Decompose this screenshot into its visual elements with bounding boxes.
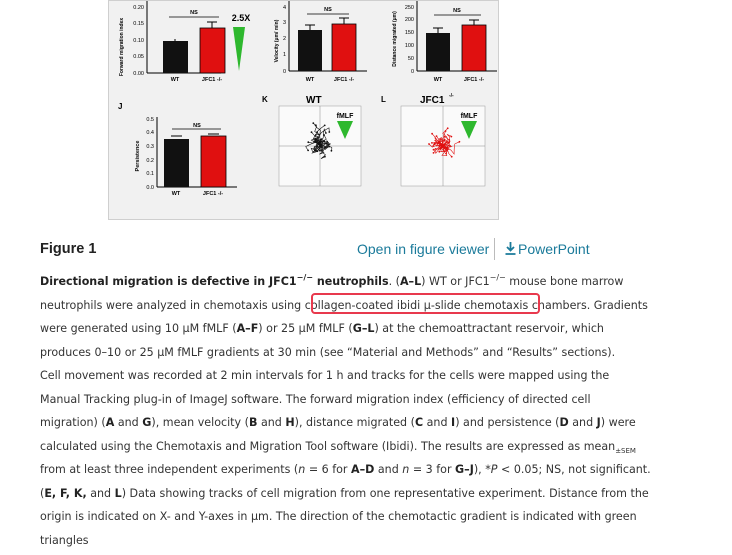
ytick-forward-2: 0.10 <box>133 38 144 44</box>
caption-line-11: origin is indicated on X- and Y-axes in μm. The direction of the chemotactic gradient is indicated with green <box>40 510 637 523</box>
ylabel-distance: Distance migrated (μm) <box>392 11 398 67</box>
powerpoint-label: PowerPoint <box>518 241 590 257</box>
xtick-jfc1-distance: JFC1 -/- <box>463 77 485 83</box>
xtick-jfc1-persist: JFC1 -/- <box>202 191 224 197</box>
track-endpoint <box>436 135 438 137</box>
track-endpoint <box>450 136 452 138</box>
bar-wt <box>164 139 189 187</box>
track-endpoint <box>316 145 318 147</box>
track-endpoint <box>311 131 313 133</box>
caption-line-10: (E, F, K, and L) Data showing tracks of cell migration from one representative experiment. Distance from the <box>40 486 649 500</box>
caption-line-4: produces 0–10 or 25 μM fMLF gradients at 30 min (see “Material and Methods” and “Results” sections). <box>40 345 616 359</box>
caption-line-12: triangles <box>40 533 89 547</box>
track-title-jfc1-sup: -/- <box>449 93 454 99</box>
figure-image[interactable] <box>108 0 499 220</box>
track-endpoint <box>323 134 325 136</box>
ytick-forward-4: 0.00 <box>133 71 144 77</box>
powerpoint-link[interactable] <box>505 241 590 258</box>
panel-letter-l: L <box>381 95 386 104</box>
chart-distance <box>392 1 497 83</box>
xtick-wt-forward: WT <box>170 77 180 83</box>
caption-line-3: were generated using 10 μM fMLF (A–F) or 25 μM fMLF (G–L) at the chemoattractant reservoir, which <box>40 322 604 335</box>
track-title-wt: WT <box>306 95 322 106</box>
chart-persistence <box>118 102 237 197</box>
track-endpoint <box>328 131 330 133</box>
ytick-forward-1: 0.15 <box>133 21 144 27</box>
track-plot-jfc1 <box>381 93 485 186</box>
link-divider <box>494 238 495 260</box>
bar-jfc1 <box>332 24 356 71</box>
xtick-jfc1-velocity: JFC1 -/- <box>333 77 355 83</box>
track-endpoint <box>324 125 326 127</box>
track-endpoint <box>451 156 453 158</box>
track-endpoint <box>314 141 316 143</box>
track-endpoint <box>314 149 316 151</box>
track-endpoint <box>433 149 435 151</box>
panel-letter-j: J <box>118 102 123 111</box>
ytick-distance-0: 250 <box>404 5 414 11</box>
ns-label-distance: NS <box>453 8 461 14</box>
bar-wt <box>298 30 322 71</box>
track-endpoint <box>459 141 461 143</box>
ns-label-persistence: NS <box>193 123 201 129</box>
ytick-velocity-2: 2 <box>282 36 286 42</box>
bar-wt <box>163 41 188 73</box>
track-endpoint <box>315 124 317 126</box>
track-endpoint <box>448 142 450 144</box>
open-figure-viewer-link[interactable]: Open in figure viewer <box>357 241 490 257</box>
ytick-forward-3: 0.05 <box>133 54 144 60</box>
ytick-distance-3: 100 <box>404 43 414 49</box>
ns-label-velocity: NS <box>324 7 332 13</box>
ytick-distance-4: 50 <box>407 56 414 62</box>
chart-forward-migration <box>119 1 250 83</box>
track-endpoint <box>431 142 433 144</box>
ytick-velocity-3: 1 <box>282 52 286 58</box>
ytick-distance-1: 200 <box>404 17 414 23</box>
track-endpoint <box>307 141 309 143</box>
ylabel-forward: Forward migration index <box>119 17 125 77</box>
track-endpoint <box>447 127 449 129</box>
track-endpoint <box>307 150 309 152</box>
gradient-label-fmlf-k: fMLF <box>336 113 354 120</box>
bar-jfc1 <box>201 136 226 187</box>
ytick-velocity-1: 3 <box>282 20 286 26</box>
ytick-persist-0: 0.5 <box>146 117 154 123</box>
panel-letter-k: K <box>262 95 268 104</box>
ytick-velocity-0: 4 <box>282 5 286 11</box>
ytick-persist-5: 0.0 <box>146 185 154 191</box>
track-title-jfc1: JFC1 <box>420 95 445 106</box>
gradient-label-fmlf-l: fMLF <box>460 113 478 120</box>
chart-velocity <box>274 1 367 83</box>
gradient-label-2-5x: 2.5X <box>231 13 251 23</box>
ylabel-velocity: Velocity (μm/ min) <box>274 19 280 63</box>
bar-jfc1 <box>462 25 486 71</box>
xtick-wt-velocity: WT <box>305 77 315 83</box>
track-endpoint <box>331 150 333 152</box>
ytick-persist-1: 0.4 <box>146 130 154 136</box>
caption-line-9: from at least three independent experiments (n = 6 for A–D and n = 3 for G–J), *P < 0.05; NS, not significant. <box>40 463 651 476</box>
gradient-triangle-icon <box>233 27 245 71</box>
track-endpoint <box>319 150 321 152</box>
caption-line-5: Cell movement was recorded at 2 min intervals for 1 h and tracks for the cells were mapped using the <box>40 369 610 382</box>
track-endpoint <box>428 143 430 145</box>
track-endpoint <box>326 141 328 143</box>
track-endpoint <box>434 143 436 145</box>
caption-line-1: Directional migration is defective in JFC1−/− neutrophils. (A–L) WT or JFC1−/− mouse bone marrow <box>40 273 624 288</box>
track-endpoint <box>438 151 440 153</box>
track-endpoint <box>321 138 323 140</box>
track-endpoint <box>435 148 437 150</box>
bar-jfc1 <box>200 28 225 73</box>
figure-heading: Figure 1 <box>40 241 97 257</box>
ns-label-forward: NS <box>190 10 198 16</box>
bar-wt <box>426 33 450 71</box>
track-endpoint <box>433 152 435 154</box>
ytick-persist-2: 0.3 <box>146 144 154 150</box>
track-endpoint <box>444 139 446 141</box>
xtick-wt-persist: WT <box>171 191 181 197</box>
caption-line-6: Manual Tracking plug-in of ImageJ software. The forward migration index (efficiency of directed cell <box>40 392 591 406</box>
track-endpoint <box>312 122 314 124</box>
figure-svg <box>109 1 499 220</box>
ytick-distance-5: 0 <box>410 69 414 75</box>
caption-line-8: calculated using the Chemotaxis and Migration Tool software (Ibidi). The results are expressed as mean$_{\pm SEM}$ <box>40 439 636 455</box>
ytick-persist-4: 0.1 <box>146 171 154 177</box>
download-icon <box>505 242 516 258</box>
track-endpoint <box>325 132 327 134</box>
track-endpoint <box>324 156 326 158</box>
ylabel-persistence: Persistence <box>135 140 141 172</box>
xtick-jfc1-forward: JFC1 -/- <box>201 77 223 83</box>
caption-line-2: neutrophils were analyzed in chemotaxis using collagen-coated ibidi μ-slide chemotaxis chambers. Gradients <box>40 298 648 312</box>
track-endpoint <box>449 145 451 147</box>
track-endpoint <box>328 146 330 148</box>
figure-caption <box>40 270 651 552</box>
caption-line-7: migration) (A and G), mean velocity (B and H), distance migrated (C and I) and persistence (D and J) were <box>40 416 636 429</box>
ytick-velocity-4: 0 <box>282 69 286 75</box>
xtick-wt-distance: WT <box>433 77 443 83</box>
ytick-distance-2: 150 <box>404 30 414 36</box>
caption-title: Directional migration is defective in JFC1−/− neutrophils <box>40 273 389 288</box>
track-plot-wt <box>262 95 361 186</box>
ytick-forward-0: 0.20 <box>133 5 144 11</box>
ytick-persist-3: 0.2 <box>146 158 154 164</box>
track-endpoint <box>431 133 433 135</box>
